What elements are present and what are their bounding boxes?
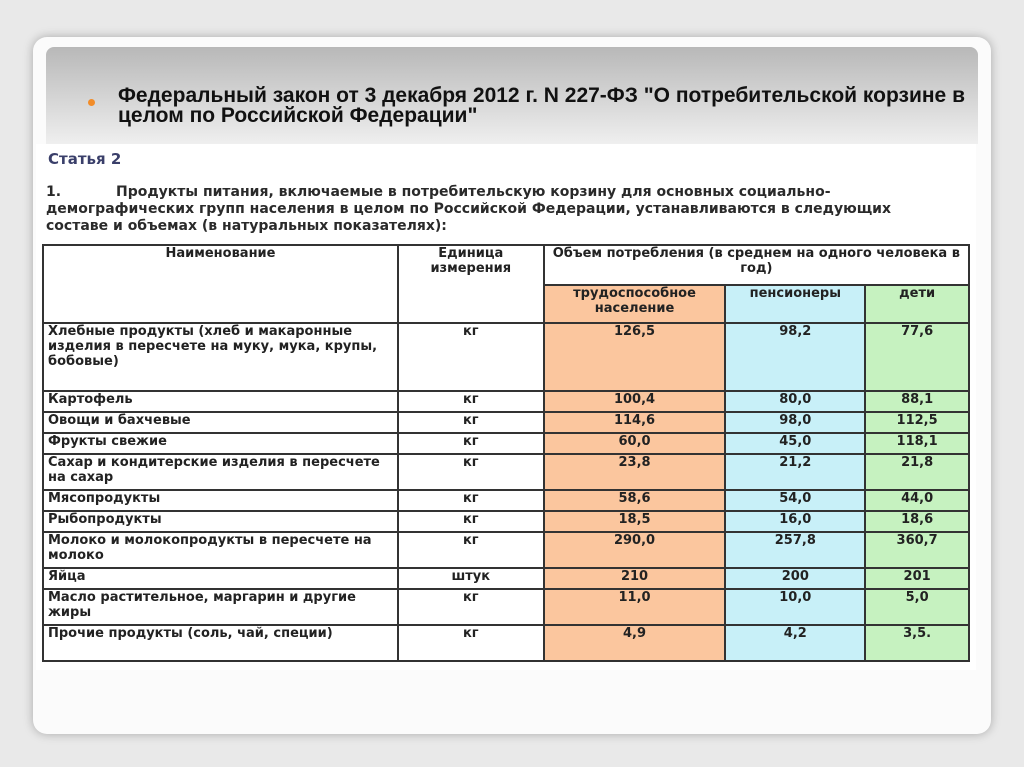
product-name: Прочие продукты (соль, чай, специи) [43, 625, 398, 661]
article-intro [46, 184, 946, 235]
value-children: 201 [865, 568, 969, 589]
value-pensioners: 4,2 [725, 625, 865, 661]
value-working: 290,0 [544, 532, 726, 568]
value-pensioners: 98,0 [725, 412, 865, 433]
product-name: Молоко и молокопродукты в пересчете на молоко [43, 532, 398, 568]
product-unit: кг [398, 323, 544, 391]
value-working: 126,5 [544, 323, 726, 391]
product-name: Масло растительное, маргарин и другие жиры [43, 589, 398, 625]
value-pensioners: 10,0 [725, 589, 865, 625]
value-children: 3,5. [865, 625, 969, 661]
value-working: 60,0 [544, 433, 726, 454]
value-pensioners: 54,0 [725, 490, 865, 511]
consumer-basket-table [42, 244, 970, 662]
product-unit: кг [398, 454, 544, 490]
value-children: 118,1 [865, 433, 969, 454]
bullet-icon [88, 99, 95, 106]
value-children: 18,6 [865, 511, 969, 532]
product-unit: кг [398, 412, 544, 433]
slide-title: Федеральный закон от 3 декабря 2012 г. N 227-ФЗ "О потребительской корзине в целом по Российской Федерации" [118, 84, 965, 127]
value-pensioners: 98,2 [725, 323, 865, 391]
product-unit: кг [398, 589, 544, 625]
value-children: 5,0 [865, 589, 969, 625]
product-name: Овощи и бахчевые [43, 412, 398, 433]
value-children: 112,5 [865, 412, 969, 433]
product-unit: кг [398, 433, 544, 454]
product-unit: кг [398, 511, 544, 532]
table-row [43, 568, 969, 589]
product-name: Сахар и кондитерские изделия в пересчете на сахар [43, 454, 398, 490]
value-children: 21,8 [865, 454, 969, 490]
product-name: Фрукты свежие [43, 433, 398, 454]
header-children: дети [865, 285, 969, 323]
value-pensioners: 45,0 [725, 433, 865, 454]
value-pensioners: 21,2 [725, 454, 865, 490]
table-row [43, 454, 969, 490]
value-pensioners: 200 [725, 568, 865, 589]
table-row [43, 511, 969, 532]
value-pensioners: 80,0 [725, 391, 865, 412]
product-name: Рыбопродукты [43, 511, 398, 532]
intro-text: Продукты питания, включаемые в потребительскую корзину для основных социально-демографических групп населения в целом по Российской Федерации, устанавливаются в следующих составе и объемах (в натуральных показателях): [46, 184, 892, 234]
value-children: 44,0 [865, 490, 969, 511]
value-pensioners: 257,8 [725, 532, 865, 568]
header-unit: Единица измерения [398, 245, 544, 323]
product-unit: кг [398, 391, 544, 412]
table-row [43, 433, 969, 454]
header-name: Наименование [43, 245, 398, 323]
product-unit: кг [398, 490, 544, 511]
table-row [43, 490, 969, 511]
value-working: 23,8 [544, 454, 726, 490]
product-unit: кг [398, 532, 544, 568]
item-number: 1. [46, 184, 62, 200]
product-name: Мясопродукты [43, 490, 398, 511]
value-children: 77,6 [865, 323, 969, 391]
product-unit: кг [398, 625, 544, 661]
value-working: 210 [544, 568, 726, 589]
value-pensioners: 16,0 [725, 511, 865, 532]
header-pensioners: пенсионеры [725, 285, 865, 323]
table-row [43, 412, 969, 433]
value-working: 18,5 [544, 511, 726, 532]
value-working: 4,9 [544, 625, 726, 661]
header-volume: Объем потребления (в среднем на одного человека в год) [544, 245, 969, 285]
header-working: трудоспособное население [544, 285, 726, 323]
value-children: 360,7 [865, 532, 969, 568]
product-name: Хлебные продукты (хлеб и макаронные изделия в пересчете на муку, мука, крупы, бобовые) [43, 323, 398, 391]
table-row [43, 532, 969, 568]
table-row [43, 391, 969, 412]
product-name: Яйца [43, 568, 398, 589]
product-name: Картофель [43, 391, 398, 412]
value-working: 114,6 [544, 412, 726, 433]
table-row [43, 323, 969, 391]
value-working: 100,4 [544, 391, 726, 412]
value-working: 58,6 [544, 490, 726, 511]
value-children: 88,1 [865, 391, 969, 412]
product-unit: штук [398, 568, 544, 589]
article-title: Статья 2 [48, 150, 122, 168]
table-row [43, 589, 969, 625]
table-row [43, 625, 969, 661]
value-working: 11,0 [544, 589, 726, 625]
